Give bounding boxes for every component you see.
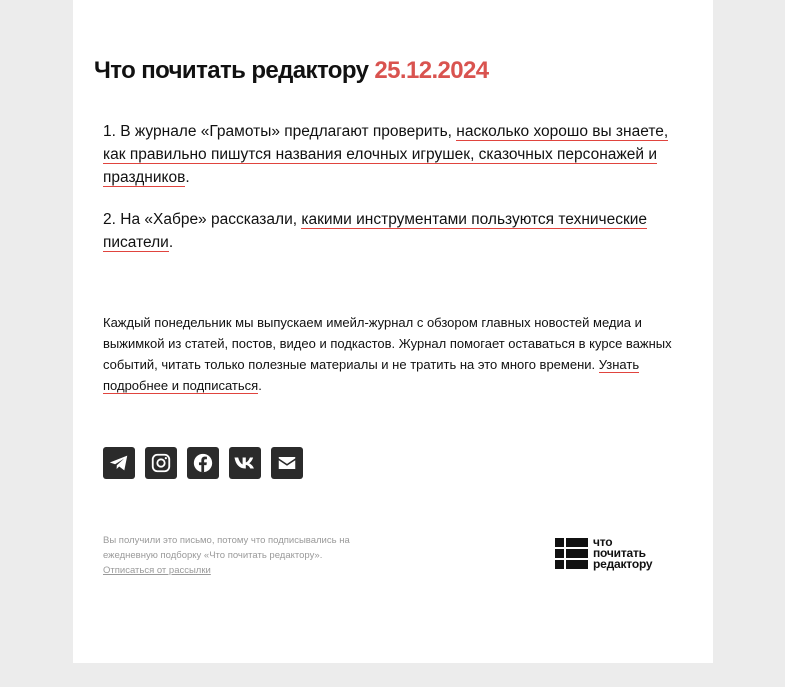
vk-icon[interactable] xyxy=(229,447,261,479)
instagram-icon[interactable] xyxy=(145,447,177,479)
logo-line: что xyxy=(593,535,613,549)
item-text: В журнале «Грамоты» предлагают проверить, xyxy=(115,123,457,140)
telegram-icon[interactable] xyxy=(103,447,135,479)
email-icon[interactable] xyxy=(271,447,303,479)
brand-logo[interactable] xyxy=(555,537,652,570)
facebook-icon[interactable] xyxy=(187,447,219,479)
item-number: 2. xyxy=(103,211,116,228)
logo-wordmark xyxy=(593,537,652,570)
item-suffix: . xyxy=(168,234,174,251)
about-text: Каждый понедельник мы выпускаем имейл-журнал с обзором главных новостей медиа и выжимкой из статей, постов, видео и подкастов. Журнал помогает оставаться в курсе важных событий, читать только полезные материалы и не тратить на это много времени. xyxy=(103,315,672,372)
list-item xyxy=(103,120,683,189)
about-block xyxy=(103,312,688,396)
logo-line: почитать xyxy=(593,546,646,560)
news-list xyxy=(103,120,683,273)
social-links xyxy=(103,447,303,479)
item-link[interactable]: насколько хорошо вы знаете, как правильно пишутся названия елочных игрушек, сказочных персонажей и праздников xyxy=(103,123,669,186)
item-link[interactable]: какими инструментами пользуются технические писатели xyxy=(103,211,648,251)
page-title xyxy=(94,57,489,85)
logo-line: редактору xyxy=(593,557,653,571)
item-suffix: . xyxy=(185,169,190,186)
item-number: 1. xyxy=(103,123,116,140)
unsubscribe-link[interactable]: Отписаться от рассылки xyxy=(103,565,211,576)
about-paragraph xyxy=(103,312,688,396)
logo-mark-icon xyxy=(555,538,588,569)
footer-text: Вы получили это письмо, потому что подписывались на ежедневную подборку «Что почитать редактору». xyxy=(103,535,350,561)
title-text: Что почитать редактору xyxy=(94,57,369,84)
item-text: На «Хабре» рассказали, xyxy=(115,211,302,228)
issue-date: 25.12.2024 xyxy=(374,57,489,84)
subscribe-link[interactable]: Узнать подробнее и подписаться xyxy=(103,357,640,393)
newsletter-card xyxy=(73,0,713,663)
footer-note xyxy=(103,533,393,578)
about-suffix: . xyxy=(258,378,262,393)
list-item xyxy=(103,208,683,254)
